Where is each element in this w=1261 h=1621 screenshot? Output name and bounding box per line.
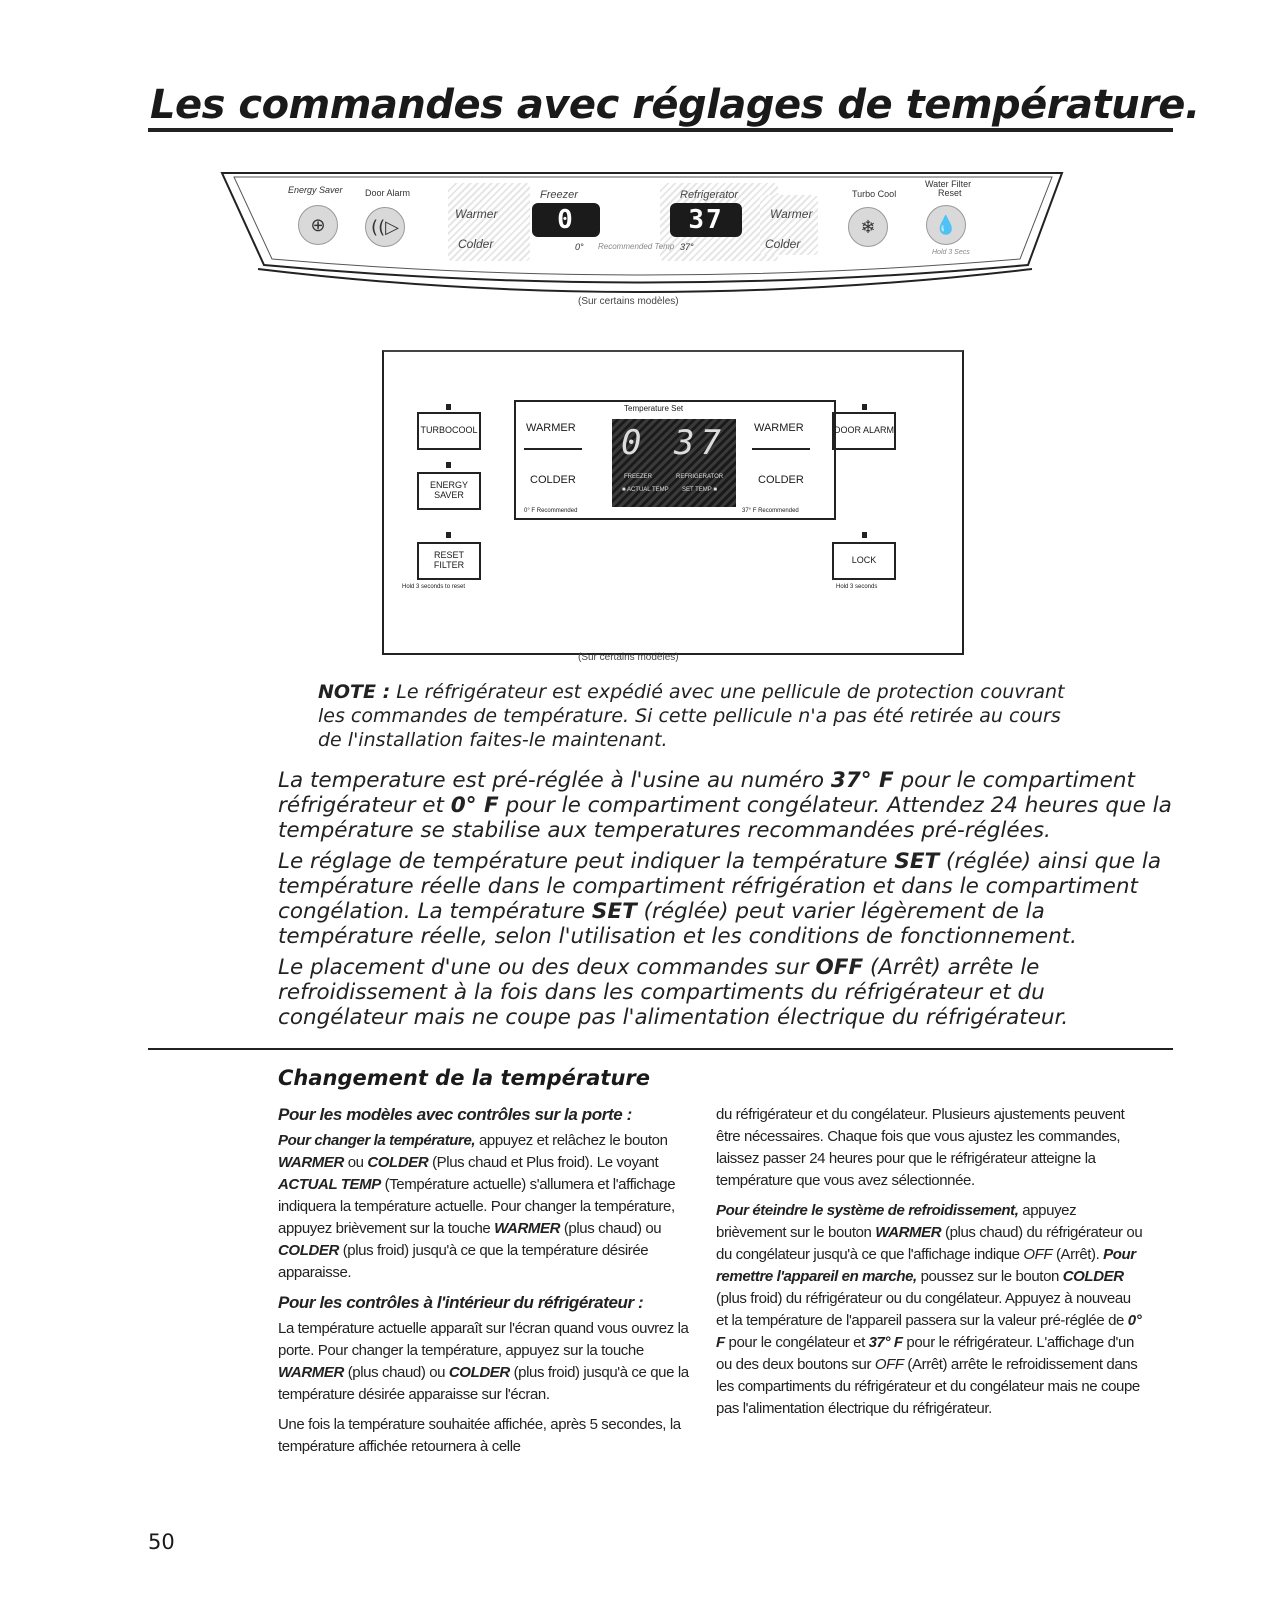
note-paragraph bbox=[318, 680, 1078, 752]
turbocool-led bbox=[446, 404, 451, 410]
text-run: 37° F bbox=[868, 1334, 903, 1351]
text-run: (réglée) ainsi que la température réelle dans le compartiment réfrigération et dans le compartiment congélation. La température bbox=[278, 849, 1162, 924]
text-run: WARMER bbox=[494, 1220, 561, 1237]
control-panel-door-model bbox=[220, 165, 1066, 295]
snowflake-icon: ❄ bbox=[860, 216, 876, 238]
reset-label: Reset bbox=[938, 188, 962, 198]
door-alarm-button[interactable] bbox=[365, 207, 405, 247]
fridge-warmer-button[interactable]: Warmer bbox=[770, 207, 813, 221]
control-panel-interior-model bbox=[382, 350, 964, 655]
text-run: (plus froid) du réfrigérateur ou du congélateur. Appuyez à nouveau et la température de l'appareil passera sur la valeur pré-réglée de bbox=[716, 1290, 1131, 1329]
text-run: appuyez et relâchez le bouton bbox=[475, 1132, 668, 1149]
lcd-digits: 0 37 bbox=[621, 423, 727, 463]
text-run: WARMER bbox=[875, 1224, 942, 1241]
text-run: pour le compartiment congélateur. Attendez 24 heures que la température se stabilise aux temperatures recommandées pré-réglées. bbox=[278, 793, 1172, 843]
text-run: pour le congélateur et bbox=[724, 1334, 869, 1351]
text-run: OFF bbox=[1023, 1246, 1053, 1263]
hold-3-secs-label: Hold 3 Secs bbox=[932, 249, 970, 256]
freezer-warmer-button[interactable]: Warmer bbox=[455, 207, 498, 221]
text-run: OFF bbox=[815, 955, 864, 980]
title-divider bbox=[148, 128, 1173, 132]
fridge-colder-button[interactable]: Colder bbox=[765, 237, 801, 251]
energy-saver-icon: ⊕ bbox=[310, 214, 326, 236]
panel1-caption: (Sur certains modèles) bbox=[578, 296, 679, 307]
text-run: WARMER bbox=[278, 1154, 344, 1171]
right-column bbox=[716, 1104, 1146, 1428]
text-run: Le placement d'une ou des deux commandes sur bbox=[278, 955, 816, 980]
fridge-warmer-button-2[interactable]: WARMER bbox=[754, 422, 804, 434]
lock-hold-text: Hold 3 seconds bbox=[836, 584, 878, 590]
text-run: 0° F bbox=[716, 1312, 1142, 1351]
note-text: Le réfrigérateur est expédié avec une pellicule de protection couvrant les commandes de température. Si cette pellicule n'a pas été retirée au cours de l'installation faites-le maintenant. bbox=[318, 681, 1065, 751]
freezer-colder-button[interactable]: Colder bbox=[458, 237, 494, 251]
set-temp-paragraph bbox=[278, 849, 1178, 949]
freezer-label: Freezer bbox=[540, 189, 578, 201]
right-divider bbox=[752, 448, 810, 450]
section-divider bbox=[148, 1048, 1173, 1050]
text-run: (plus froid) jusqu'à ce que la température désirée apparaisse sur l'écran. bbox=[278, 1364, 689, 1403]
door-alarm-icon: ((▷ bbox=[371, 216, 399, 238]
after-set-text: Une fois la température souhaitée affichée, après 5 secondes, la température affichée retournera à celle bbox=[278, 1416, 681, 1455]
text-run: La température actuelle apparaît sur l'écran quand vous ouvrez la porte. Pour changer la température, appuyez sur la touche bbox=[278, 1320, 689, 1359]
freezer-warmer-button-2[interactable]: WARMER bbox=[526, 422, 576, 434]
fridge-recommended: 37° bbox=[680, 242, 694, 252]
text-run: COLDER bbox=[278, 1242, 339, 1259]
temperature-set-header: Temperature Set bbox=[624, 404, 684, 413]
refrigerator-lcd-label: REFRIGERATOR bbox=[676, 474, 724, 480]
off-instructions-text bbox=[716, 1200, 1146, 1420]
energy-saver-button[interactable] bbox=[298, 205, 338, 245]
freezer-recommended: 0° bbox=[575, 242, 584, 252]
fridge-colder-button-2[interactable]: COLDER bbox=[758, 474, 804, 486]
fridge-recommended-2: 37° F Recommended bbox=[742, 508, 799, 514]
text-run: 37° F bbox=[830, 768, 894, 793]
actual-temp-indicator: ■ ACTUAL TEMP bbox=[622, 487, 669, 493]
text-run: OFF bbox=[874, 1356, 904, 1373]
reset-filter-hold-text: Hold 3 seconds to reset bbox=[402, 584, 466, 590]
text-run: pour le compartiment réfrigérateur et bbox=[278, 768, 1135, 818]
interior-controls-heading: Pour les contrôles à l'intérieur du réfrigérateur : bbox=[278, 1293, 644, 1312]
text-run: Pour éteindre le système de refroidissement, bbox=[716, 1202, 1019, 1219]
adjustments-text: du réfrigérateur et du congélateur. Plusieurs ajustements peuvent être nécessaires. Chaque fois que vous ajustez les commandes, laissez passer 24 heures pour que le réfrigérateur atteigne la température que vous avez sélectionnée. bbox=[716, 1106, 1125, 1189]
note-label: NOTE : bbox=[318, 681, 391, 703]
lock-led bbox=[862, 532, 867, 538]
text-run: COLDER bbox=[1062, 1268, 1124, 1285]
door-alarm-led bbox=[862, 404, 867, 410]
text-run: WARMER bbox=[278, 1364, 344, 1381]
refrigerator-label: Refrigerator bbox=[680, 189, 739, 201]
text-run: Pour remettre l'appareil en marche, bbox=[716, 1246, 1136, 1285]
left-column bbox=[278, 1104, 708, 1466]
lock-button[interactable]: LOCK bbox=[832, 542, 896, 580]
water-drop-icon: 💧 bbox=[934, 214, 958, 236]
interior-controls-text bbox=[278, 1318, 708, 1406]
reset-filter-button[interactable]: RESET FILTER bbox=[417, 542, 481, 580]
text-run: (plus froid) jusqu'à ce que la température désirée apparaisse. bbox=[278, 1242, 649, 1281]
freezer-recommended-2: 0° F Recommended bbox=[524, 508, 578, 514]
energy-saver-led bbox=[446, 462, 451, 468]
door-controls-text bbox=[278, 1130, 708, 1284]
text-run: SET bbox=[894, 849, 940, 874]
reset-filter-led bbox=[446, 532, 451, 538]
preset-paragraph bbox=[278, 768, 1178, 843]
page-title: Les commandes avec réglages de température. bbox=[150, 82, 1200, 128]
section-title: Changement de la température bbox=[278, 1066, 651, 1090]
water-filter-reset-button[interactable] bbox=[926, 205, 966, 245]
left-divider bbox=[524, 448, 582, 450]
text-run: (Plus chaud et Plus froid). Le voyant bbox=[428, 1154, 659, 1171]
turbo-cool-label: Turbo Cool bbox=[852, 189, 897, 199]
text-run: (réglée) peut varier légèrement de la température réelle, selon l'utilisation et les conditions de fonctionnement. bbox=[278, 899, 1078, 949]
text-run: (Arrêt). bbox=[1052, 1246, 1104, 1263]
text-run: ou bbox=[343, 1154, 368, 1171]
text-run: (Arrêt) arrête le refroidissement à la fois dans les compartiments du réfrigérateur et du congélateur mais ne coupe pas l'alimentation électrique du réfrigérateur. bbox=[278, 955, 1069, 1030]
text-run: COLDER bbox=[448, 1364, 510, 1381]
lcd-screen bbox=[612, 419, 736, 507]
fridge-display: 37 bbox=[670, 203, 742, 237]
text-run: ACTUAL TEMP bbox=[278, 1176, 381, 1193]
page-number: 50 bbox=[148, 1530, 175, 1554]
off-paragraph bbox=[278, 955, 1178, 1030]
energy-saver-label: Energy Saver bbox=[288, 185, 343, 195]
door-alarm-label: Door Alarm bbox=[365, 188, 411, 198]
text-run: Pour changer la température, bbox=[278, 1132, 476, 1149]
water-filter-label: Water Filter bbox=[925, 179, 972, 189]
text-run: La temperature est pré-réglée à l'usine au numéro bbox=[278, 768, 831, 793]
temperature-set-display bbox=[514, 400, 836, 520]
door-alarm-button-2[interactable]: DOOR ALARM bbox=[832, 412, 896, 450]
turbo-cool-button[interactable] bbox=[848, 207, 888, 247]
freezer-colder-button-2[interactable]: COLDER bbox=[530, 474, 576, 486]
text-run: Le réglage de température peut indiquer la température bbox=[278, 849, 895, 874]
recommended-temp-label: Recommended Temp bbox=[598, 242, 675, 251]
text-run: COLDER bbox=[367, 1154, 429, 1171]
energy-saver-button-2[interactable]: ENERGY SAVER bbox=[417, 472, 481, 510]
text-run: (plus chaud) ou bbox=[560, 1220, 662, 1237]
text-run: (Température actuelle) s'allumera et l'affichage indiquera la température actuelle. Pour changer la température, appuyez brièvement sur la touche bbox=[278, 1176, 676, 1237]
text-run: (plus chaud) du réfrigérateur ou du congélateur jusqu'à ce que l'affichage indique bbox=[716, 1224, 1143, 1263]
text-run: appuyez brièvement sur le bouton bbox=[716, 1202, 1077, 1241]
text-run: (Arrêt) arrête le refroidissement dans les compartiments du réfrigérateur et du congélateur mais ne coupe pas l'alimentation électrique du réfrigérateur. bbox=[716, 1356, 1140, 1417]
text-run: 0° F bbox=[450, 793, 499, 818]
freezer-display: 0 bbox=[532, 203, 600, 237]
text-run: pour le réfrigérateur. L'affichage d'un ou des deux boutons sur bbox=[716, 1334, 1134, 1373]
panel2-caption: (Sur certains modèles) bbox=[578, 652, 679, 663]
freezer-lcd-label: FREEZER bbox=[624, 474, 653, 480]
text-run: (plus chaud) ou bbox=[343, 1364, 449, 1381]
turbocool-button[interactable]: TURBOCOOL bbox=[417, 412, 481, 450]
door-controls-heading: Pour les modèles avec contrôles sur la porte : bbox=[278, 1105, 632, 1124]
text-run: poussez sur le bouton bbox=[916, 1268, 1063, 1285]
set-temp-indicator: SET TEMP ■ bbox=[682, 487, 717, 493]
text-run: SET bbox=[591, 899, 637, 924]
